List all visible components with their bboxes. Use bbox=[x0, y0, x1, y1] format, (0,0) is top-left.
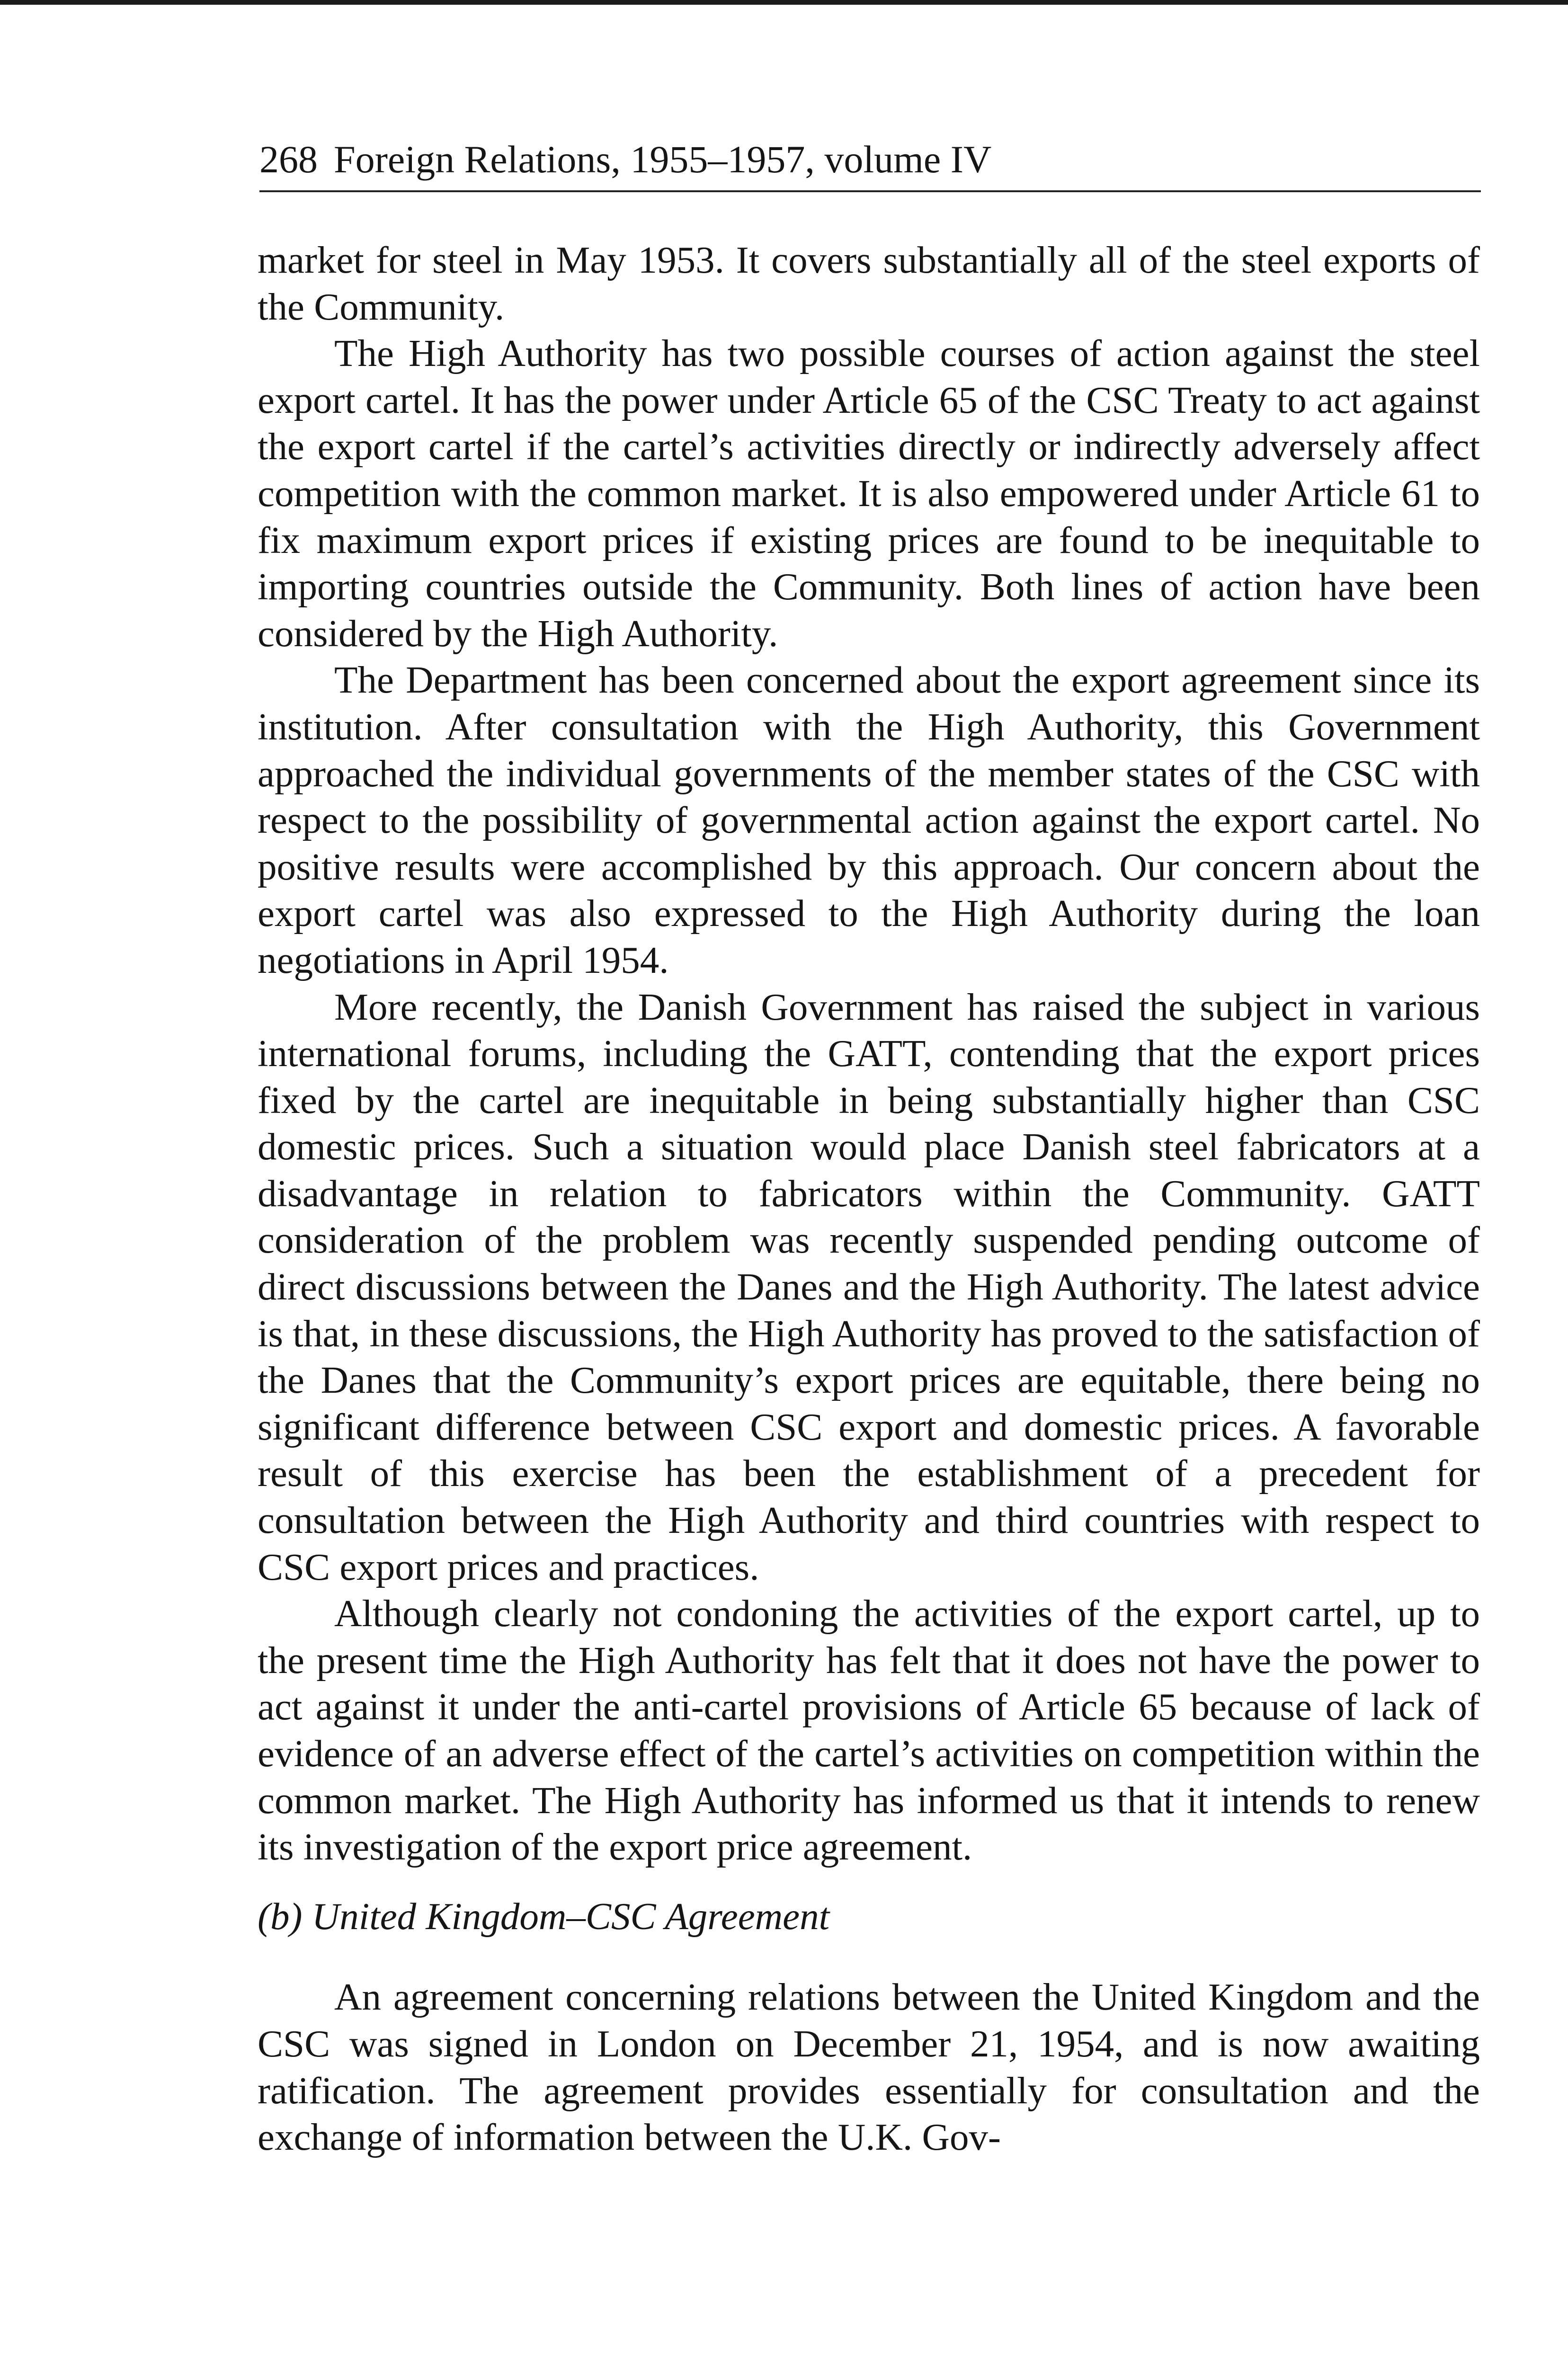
running-title: Foreign Relations, 1955–1957, volume IV bbox=[334, 138, 992, 181]
paragraph-uk-agreement: An agreement concerning relations between the United Kingdom and the CSC was signed in London on December 21, 1954, and is now awaiting ratification. The agreement provides essentially for consultation and the exchange of information between the U.K. Gov- bbox=[258, 1975, 1480, 2159]
page-number: 268 bbox=[259, 138, 318, 181]
paragraph-courses-of-action: The High Authority has two possible courses of action against the steel export cartel. It has the power under Article 65 of the CSC Treaty to act against the export cartel if the cartel’s activities directly or indirectly adversely affect competition with the common market. It is also empowered under Article 61 to fix maximum export prices if existing prices are found to be inequitable to importing countries outside the Community. Both lines of action have been considered by the High Authority. bbox=[258, 332, 1480, 655]
paragraph-danish-government: More recently, the Danish Government has raised the subject in various international forums, including the GATT, contending that the export prices fixed by the cartel are inequitable in being substantially higher than CSC domestic prices. Such a situation would place Danish steel fabricators at a disadvantage in relation to fabricators within the Community. GATT consideration of the problem was recently suspended pending outcome of direct discussions between the Danes and the High Authority. The latest advice is that, in these discussions, the High Authority has proved to the satisfaction of the Danes that the Community’s export prices are equitable, there being no significant difference between CSC export and domestic prices. A favorable result of this exercise has been the establishment of a precedent for consultation between the High Authority and third countries with respect to CSC export prices and practices. bbox=[258, 985, 1480, 1588]
section-heading: (b) United Kingdom–CSC Agreement bbox=[258, 1895, 830, 1938]
paragraph-continued: market for steel in May 1953. It covers substantially all of the steel exports of the Community. bbox=[258, 239, 1480, 328]
page-top-edge bbox=[0, 0, 1568, 5]
running-header bbox=[259, 129, 1481, 192]
page-body bbox=[258, 237, 1480, 2161]
paragraph-department-concern: The Department has been concerned about the export agreement since its institution. After consultation with the High Authority, this Government approached the individual governments of the member states of the CSC with respect to the possibility of governmental action against the export cartel. No positive results were accomplished by this approach. Our concern about the export cartel was also expressed to the High Authority during the loan negotiations in April 1954. bbox=[258, 658, 1480, 981]
paragraph-high-authority-position: Although clearly not condoning the activities of the export cartel, up to the present time the High Authority has felt that it does not have the power to act against it under the anti-cartel provisions of Article 65 because of lack of evidence of an adverse effect of the cartel’s activities on competition within the common market. The High Authority has informed us that it intends to renew its investigation of the export price agreement. bbox=[258, 1592, 1480, 1869]
